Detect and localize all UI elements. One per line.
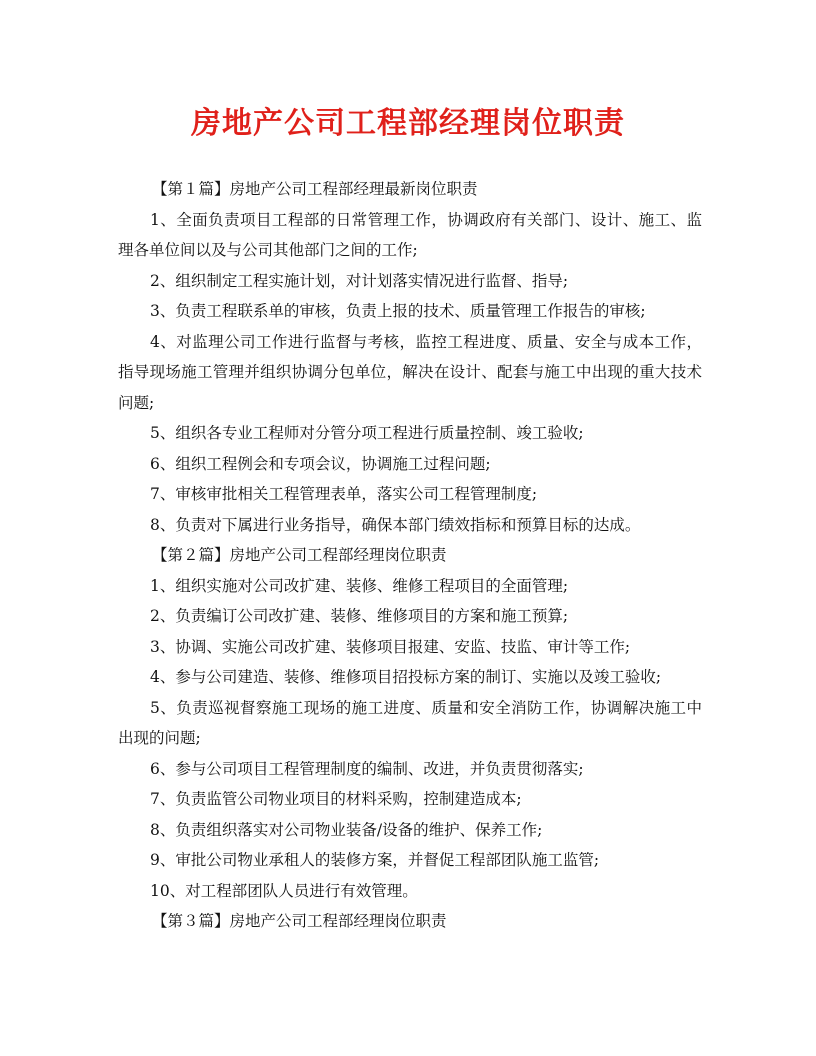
duty-item: 6、组织工程例会和专项会议，协调施工过程问题; — [150, 454, 491, 473]
duty-item: 1、全面负责项目工程部的日常管理工作，协调政府有关部门、设计、施工、监理各单位间以及与公司其他部门之间的工作; — [118, 210, 702, 259]
duty-item: 5、组织各专业工程师对分管分项工程进行质量控制、竣工验收; — [150, 424, 584, 442]
duty-item: 10、对工程部团队人员进行有效管理。 — [150, 881, 418, 900]
duty-item: 8、负责对下属进行业务指导，确保本部门绩效指标和预算目标的达成。 — [150, 515, 641, 534]
duty-item: 6、参与公司项目工程管理制度的编制、改进，并负责贯彻落实; — [150, 759, 584, 778]
duty-item: 7、负责监管公司物业项目的材料采购，控制建造成本; — [150, 790, 522, 808]
duty-item: 7、审核审批相关工程管理表单，落实公司工程管理制度; — [150, 485, 538, 503]
section-heading-1: 【第１篇】房地产公司工程部经理最新岗位职责 — [152, 180, 478, 198]
duty-item: 5、负责巡视督察施工现场的施工进度、质量和安全消防工作，协调解决施工中出现的问题; — [118, 698, 702, 747]
document-title: 房地产公司工程部经理岗位职责 — [191, 106, 625, 141]
document-body — [118, 174, 702, 937]
section-heading-2: 【第２篇】房地产公司工程部经理岗位职责 — [152, 546, 447, 564]
duty-item: 3、负责工程联系单的审核，负责上报的技术、质量管理工作报告的审核; — [150, 302, 646, 320]
duty-item: 2、负责编订公司改扩建、装修、维修项目的方案和施工预算; — [150, 607, 569, 625]
section-heading-3: 【第３篇】房地产公司工程部经理岗位职责 — [152, 912, 447, 930]
duty-item: 1、组织实施对公司改扩建、装修、维修工程项目的全面管理; — [150, 576, 569, 595]
duty-item: 2、组织制定工程实施计划，对计划落实情况进行监督、指导; — [150, 271, 569, 290]
duty-item: 4、参与公司建造、装修、维修项目招投标方案的制订、实施以及竣工验收; — [150, 668, 662, 686]
duty-item: 4、对监理公司工作进行监督与考核，监控工程进度、质量、安全与成本工作，指导现场施工管理并组织协调分包单位，解决在设计、配套与施工中出现的重大技术问题; — [118, 332, 702, 412]
duty-item: 8、负责组织落实对公司物业装备/设备的维护、保养工作; — [150, 820, 543, 839]
duty-item: 9、审批公司物业承租人的装修方案，并督促工程部团队施工监管; — [150, 851, 600, 869]
duty-item: 3、协调、实施公司改扩建、装修项目报建、安监、技监、审计等工作; — [150, 637, 631, 656]
